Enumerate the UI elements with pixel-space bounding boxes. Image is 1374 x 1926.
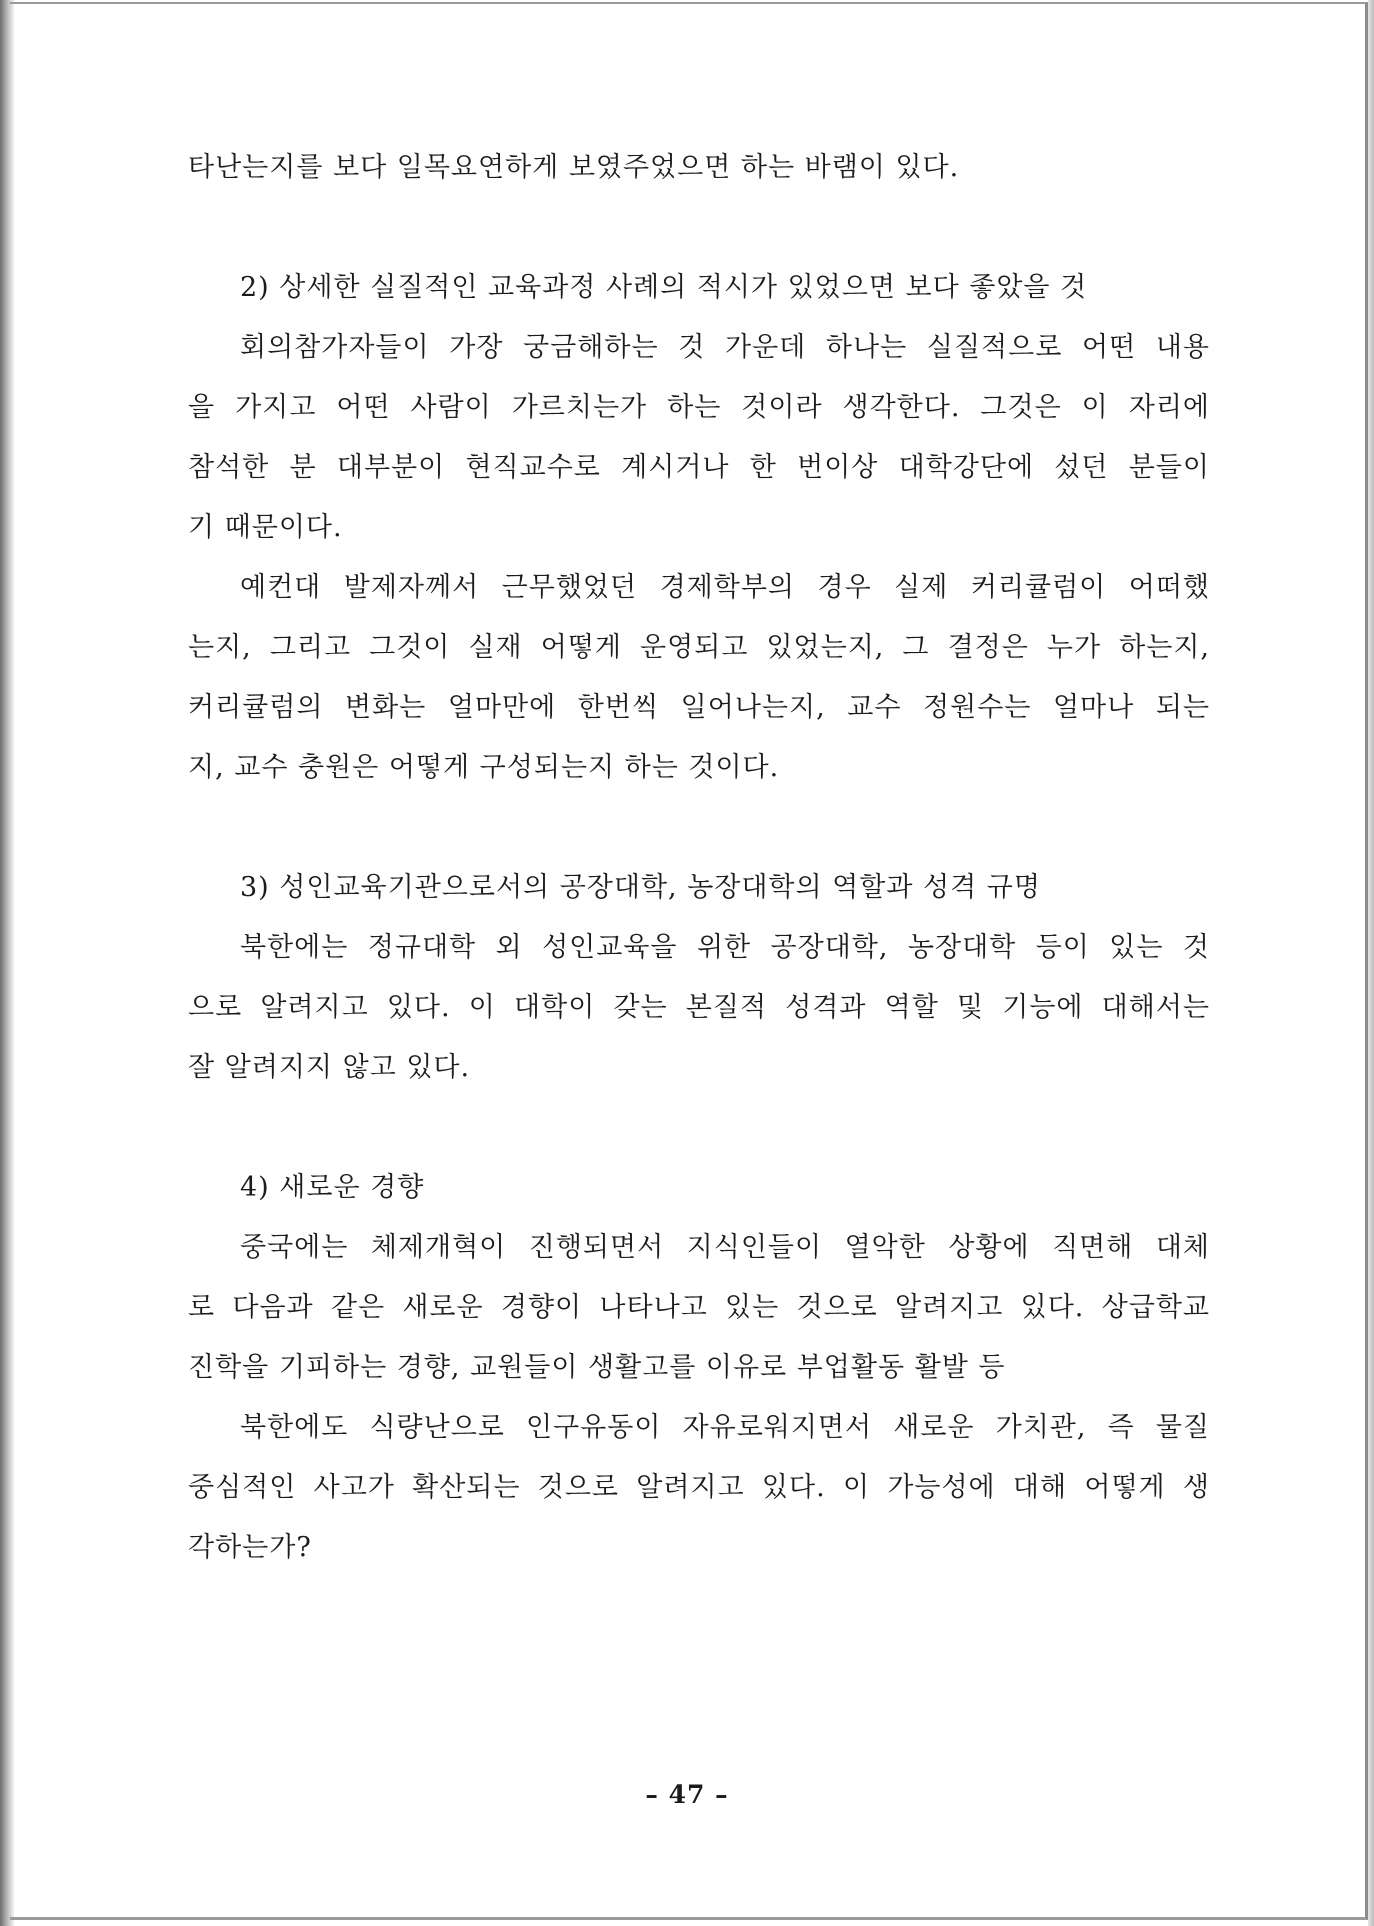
page-edge-shadow bbox=[1368, 0, 1374, 1926]
text-line: 로 다음과 같은 새로운 경향이 나타나고 있는 것으로 알려지고 있다. 상급학교 bbox=[188, 1292, 1210, 1323]
text-line: 지, 교수 충원은 어떻게 구성되는지 하는 것이다. bbox=[188, 752, 780, 783]
text-line: 커리큘럼의 변화는 얼마만에 한번씩 일어나는지, 교수 정원수는 얼마나 되는 bbox=[188, 692, 1210, 723]
text-line: 각하는가? bbox=[188, 1532, 312, 1563]
text-line: 참석한 분 대부분이 현직교수로 계시거나 한 번이상 대학강단에 섰던 분들이 bbox=[188, 452, 1210, 483]
text-line: 북한에도 식량난으로 인구유동이 자유로워지면서 새로운 가치관, 즉 물질 bbox=[240, 1412, 1210, 1443]
text-line: 기 때문이다. bbox=[188, 512, 343, 543]
paragraph-gap bbox=[188, 1098, 1210, 1158]
text-line: 회의참가자들이 가장 궁금해하는 것 가운데 하나는 실질적으로 어떤 내용 bbox=[240, 332, 1210, 363]
text-line: 예컨대 발제자께서 근무했었던 경제학부의 경우 실제 커리큘럼이 어떠했 bbox=[240, 572, 1210, 603]
text-line: 잘 알려지지 않고 있다. bbox=[188, 1052, 471, 1083]
text-line: 중국에는 체제개혁이 진행되면서 지식인들이 열악한 상황에 직면해 대체 bbox=[240, 1232, 1210, 1263]
page-number: – 47 – bbox=[645, 1780, 729, 1809]
paragraph-gap bbox=[188, 198, 1210, 258]
text-line: 중심적인 사고가 확산되는 것으로 알려지고 있다. 이 가능성에 대해 어떻게 생 bbox=[188, 1472, 1210, 1503]
section-heading: 4) 새로운 경향 bbox=[240, 1172, 425, 1203]
text-line: 타난는지를 보다 일목요연하게 보였주었으면 하는 바램이 있다. bbox=[188, 152, 960, 183]
text-line: 북한에는 정규대학 외 성인교육을 위한 공장대학, 농장대학 등이 있는 것 bbox=[240, 932, 1210, 963]
body-text bbox=[188, 138, 1210, 1578]
text-line: 으로 알려지고 있다. 이 대학이 갖는 본질적 성격과 역할 및 기능에 대해서는 bbox=[188, 992, 1210, 1023]
section-heading: 3) 성인교육기관으로서의 공장대학, 농장대학의 역할과 성격 규명 bbox=[240, 872, 1041, 903]
text-line: 을 가지고 어떤 사람이 가르치는가 하는 것이라 생각한다. 그것은 이 자리에 bbox=[188, 392, 1210, 423]
text-line: 진학을 기피하는 경향, 교원들이 생활고를 이유로 부업활동 활발 등 bbox=[188, 1352, 1006, 1383]
section-heading: 2) 상세한 실질적인 교육과정 사례의 적시가 있었으면 보다 좋았을 것 bbox=[240, 272, 1088, 303]
paragraph-gap bbox=[188, 798, 1210, 858]
text-line: 는지, 그리고 그것이 실재 어떻게 운영되고 있었는지, 그 결정은 누가 하는지, bbox=[188, 632, 1210, 663]
